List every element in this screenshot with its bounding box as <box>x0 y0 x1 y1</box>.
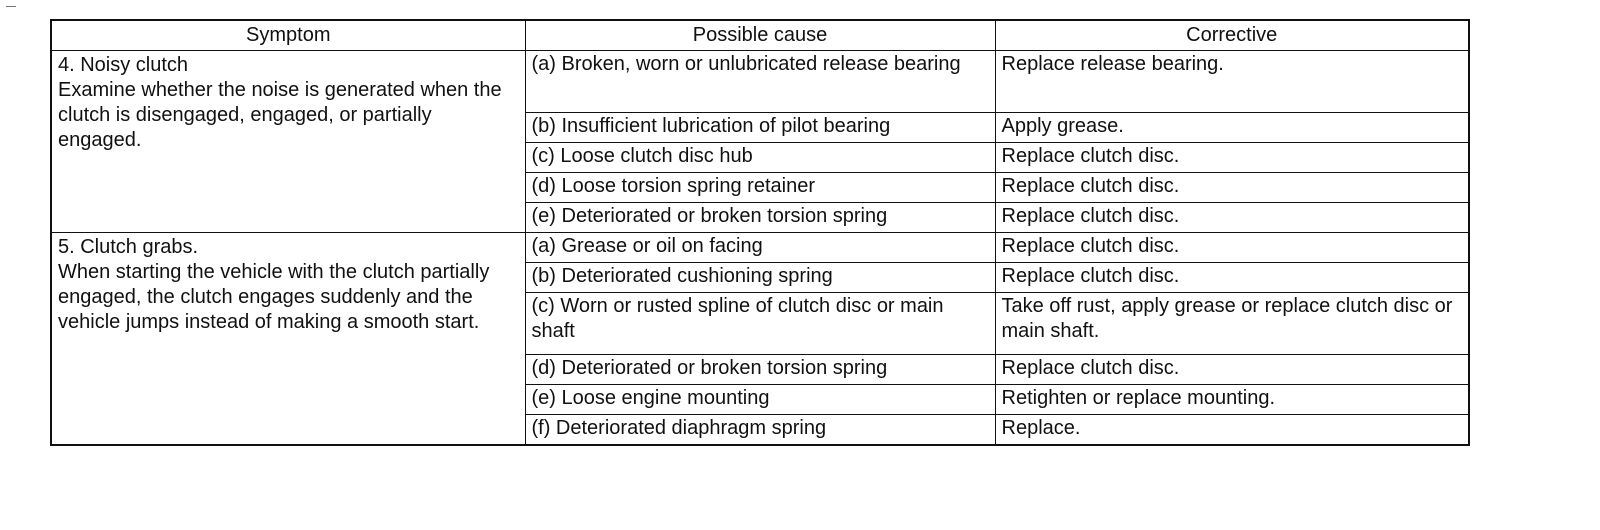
cause-cell: (d) Deteriorated or broken torsion spring <box>525 355 995 385</box>
header-corrective: Corrective <box>995 20 1469 51</box>
cause-cell: (a) Broken, worn or unlubricated release bearing <box>525 51 995 113</box>
symptom-cell-noisy-clutch <box>51 51 525 233</box>
header-possible-cause: Possible cause <box>525 20 995 51</box>
cause-cell: (e) Loose engine mounting <box>525 385 995 415</box>
header-row <box>51 20 1469 51</box>
symptom-title: 5. Clutch grabs. <box>58 236 199 258</box>
corrective-cell: Retighten or replace mounting. <box>995 385 1469 415</box>
cause-cell: (e) Deteriorated or broken torsion spring <box>525 203 995 233</box>
corrective-cell: Replace clutch disc. <box>995 173 1469 203</box>
cause-cell: (d) Loose torsion spring retainer <box>525 173 995 203</box>
cause-cell: (b) Deteriorated cushioning spring <box>525 263 995 293</box>
corrective-cell: Replace clutch disc. <box>995 263 1469 293</box>
corrective-cell: Take off rust, apply grease or replace clutch disc or main shaft. <box>995 293 1469 355</box>
corrective-cell: Apply grease. <box>995 113 1469 143</box>
troubleshooting-table <box>50 19 1470 446</box>
cause-cell: (a) Grease or oil on facing <box>525 233 995 263</box>
table-row <box>51 51 1469 113</box>
corrective-cell: Replace. <box>995 415 1469 446</box>
cause-cell: (f) Deteriorated diaphragm spring <box>525 415 995 446</box>
corrective-cell: Replace release bearing. <box>995 51 1469 113</box>
symptom-description: Examine whether the noise is generated when the clutch is disengaged, engaged, or partially engaged. <box>58 79 502 151</box>
symptom-cell-clutch-grabs <box>51 233 525 446</box>
scan-mark <box>6 6 16 7</box>
corrective-cell: Replace clutch disc. <box>995 233 1469 263</box>
cause-cell: (b) Insufficient lubrication of pilot bearing <box>525 113 995 143</box>
cause-cell: (c) Loose clutch disc hub <box>525 143 995 173</box>
symptom-description: When starting the vehicle with the clutch partially engaged, the clutch engages suddenly and the vehicle jumps instead of making a smooth start. <box>58 261 490 333</box>
corrective-cell: Replace clutch disc. <box>995 355 1469 385</box>
table-row <box>51 233 1469 263</box>
header-symptom: Symptom <box>51 20 525 51</box>
corrective-cell: Replace clutch disc. <box>995 143 1469 173</box>
corrective-cell: Replace clutch disc. <box>995 203 1469 233</box>
symptom-title: 4. Noisy clutch <box>58 54 189 76</box>
cause-cell: (c) Worn or rusted spline of clutch disc or main shaft <box>525 293 995 355</box>
